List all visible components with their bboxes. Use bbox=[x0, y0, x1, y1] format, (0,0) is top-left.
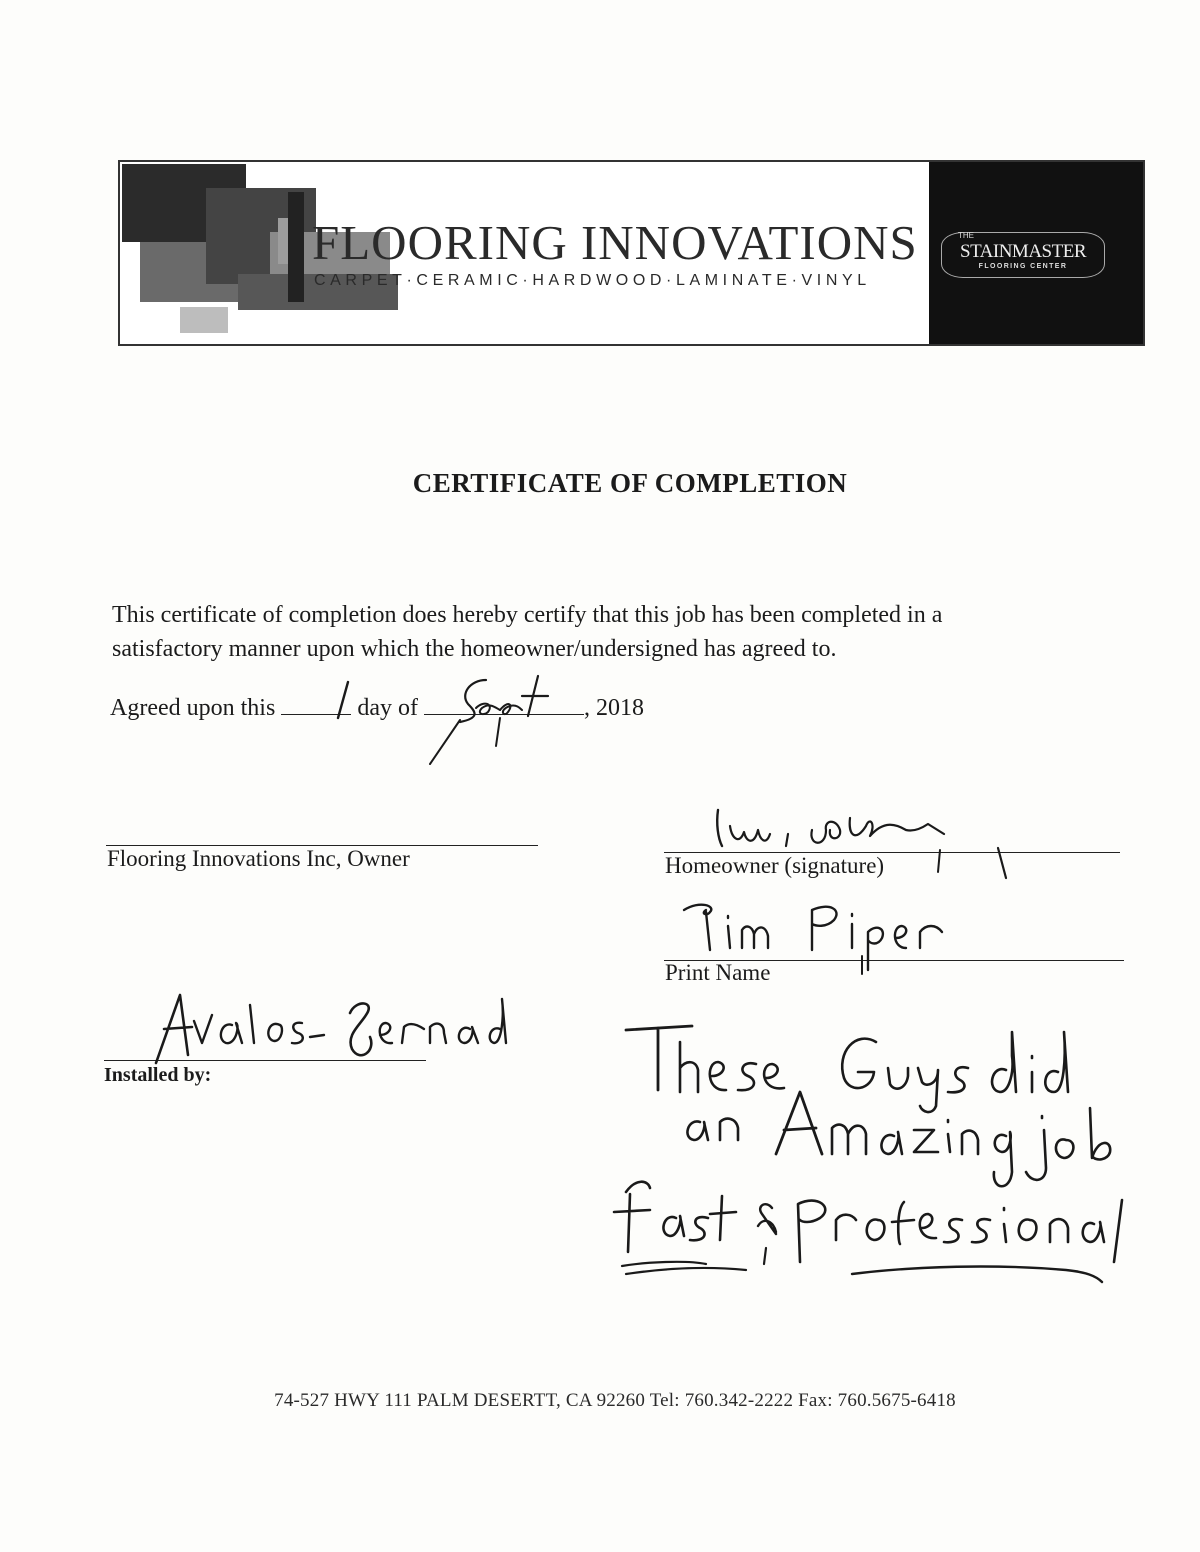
agreement-line bbox=[110, 692, 644, 722]
installed-by-label: Installed by: bbox=[104, 1064, 212, 1086]
company-name: FLOORING INNOVATIONS bbox=[312, 215, 918, 270]
print-name-label: Print Name bbox=[665, 960, 771, 985]
month-blank bbox=[424, 692, 584, 715]
body-line-2: satisfactory manner upon which the homeowner/undersigned has agreed to. bbox=[112, 636, 837, 662]
year-text: , 2018 bbox=[583, 695, 644, 721]
certificate-title: CERTIFICATE OF COMPLETION bbox=[412, 468, 848, 498]
agreed-prefix: Agreed upon this bbox=[110, 695, 276, 721]
logo-block bbox=[180, 307, 228, 333]
stainmaster-panel bbox=[929, 162, 1143, 344]
day-blank bbox=[281, 692, 351, 715]
certificate-body bbox=[112, 598, 1112, 666]
badge-the: THE bbox=[958, 231, 974, 240]
day-of-label: day of bbox=[357, 695, 418, 721]
footer-address: 74-527 HWY 111 PALM DESERTT, CA 92260 Tel: 760.342-2222 Fax: 760.5675-6418 bbox=[274, 1390, 956, 1411]
owner-label: Flooring Innovations Inc, Owner bbox=[107, 846, 410, 871]
company-tagline: CARPET·CERAMIC·HARDWOOD·LAMINATE·VINYL bbox=[314, 272, 871, 289]
stainmaster-logo bbox=[941, 232, 1105, 278]
body-line-1: This certificate of completion does hereby certify that this job has been completed in a bbox=[112, 602, 943, 628]
handwritten-comment bbox=[596, 1012, 1136, 1302]
badge-subtitle: FLOORING CENTER bbox=[978, 263, 1068, 270]
homeowner-label: Homeowner (signature) bbox=[665, 853, 885, 878]
badge-brand: STAINMASTER bbox=[960, 241, 1086, 262]
letterhead bbox=[118, 160, 1145, 346]
installer-signature-line bbox=[104, 1060, 426, 1061]
logo-block bbox=[288, 192, 304, 302]
